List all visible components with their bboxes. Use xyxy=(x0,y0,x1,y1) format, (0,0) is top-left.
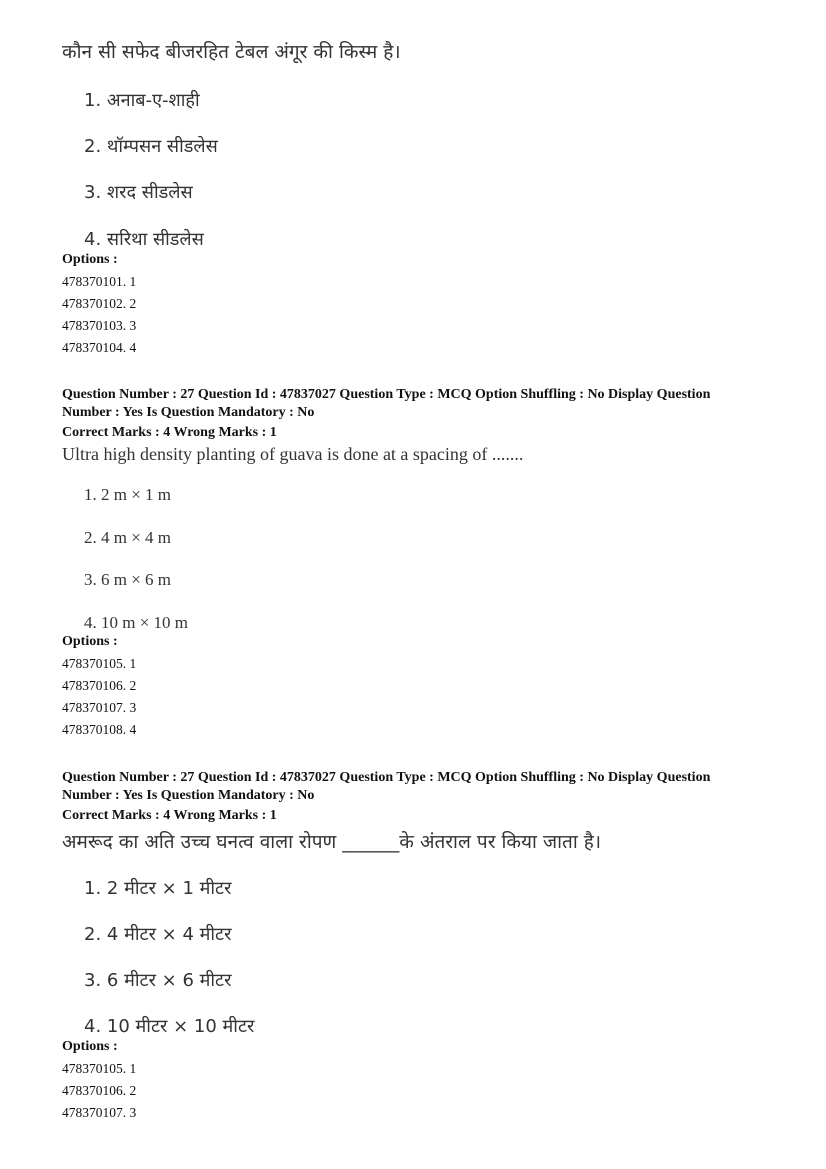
q2-option-4: 478370108. 4 xyxy=(62,722,137,737)
q3-meta xyxy=(62,769,762,825)
q3-option-2: 478370106. 2 xyxy=(62,1083,137,1098)
q2-choice-4: 4. 10 m × 10 m xyxy=(84,613,189,632)
q3-options-label: Options : xyxy=(62,1039,118,1054)
q1-options-label: Options : xyxy=(62,252,118,267)
q3-choice-1: 1. 2 मीटर × 1 मीटर xyxy=(84,878,232,899)
q2-meta-line2: Number : Yes Is Question Mandatory : No xyxy=(62,405,315,420)
q2-option-3: 478370107. 3 xyxy=(62,700,137,715)
q3-marks: Correct Marks : 4 Wrong Marks : 1 xyxy=(62,808,277,823)
q1-choice-4: 4. सरिथा सीडलेस xyxy=(84,229,204,250)
q1-option-3: 478370103. 3 xyxy=(62,318,137,333)
q3-question-text: अमरूद का अति उच्च घनत्व वाला रोपण ______के अंतराल पर किया जाता है। xyxy=(62,831,602,853)
q2-choice-1: 1. 2 m × 1 m xyxy=(84,485,172,504)
q1-option-4: 478370104. 4 xyxy=(62,340,137,355)
q3-option-3: 478370107. 3 xyxy=(62,1105,137,1120)
q2-choice-3: 3. 6 m × 6 m xyxy=(84,570,172,589)
q3-choice-2: 2. 4 मीटर × 4 मीटर xyxy=(84,924,232,945)
q1-choice-3: 3. शरद सीडलेस xyxy=(84,182,193,203)
q1-choice-2: 2. थॉम्पसन सीडलेस xyxy=(84,136,218,157)
q2-option-1: 478370105. 1 xyxy=(62,656,137,671)
q1-choice-1: 1. अनाब-ए-शाही xyxy=(84,90,200,111)
q3-option-1: 478370105. 1 xyxy=(62,1061,137,1076)
q1-option-2: 478370102. 2 xyxy=(62,296,137,311)
q2-question-text: Ultra high density planting of guava is done at a spacing of ....... xyxy=(62,444,524,464)
q2-meta xyxy=(62,386,762,442)
q3-choice-4: 4. 10 मीटर × 10 मीटर xyxy=(84,1016,255,1037)
q2-meta-line1: Question Number : 27 Question Id : 47837027 Question Type : MCQ Option Shuffling : No Display Question xyxy=(62,387,711,402)
q2-options-label: Options : xyxy=(62,634,118,649)
q1-option-1: 478370101. 1 xyxy=(62,274,137,289)
q1-question-text: कौन सी सफेद बीजरहित टेबल अंगूर की किस्म है। xyxy=(62,41,401,63)
q3-meta-line1: Question Number : 27 Question Id : 47837027 Question Type : MCQ Option Shuffling : No Display Question xyxy=(62,770,711,785)
q3-choice-3: 3. 6 मीटर × 6 मीटर xyxy=(84,970,232,991)
q3-meta-line2: Number : Yes Is Question Mandatory : No xyxy=(62,788,315,803)
q2-marks: Correct Marks : 4 Wrong Marks : 1 xyxy=(62,425,277,440)
q2-choice-2: 2. 4 m × 4 m xyxy=(84,528,172,547)
q2-option-2: 478370106. 2 xyxy=(62,678,137,693)
